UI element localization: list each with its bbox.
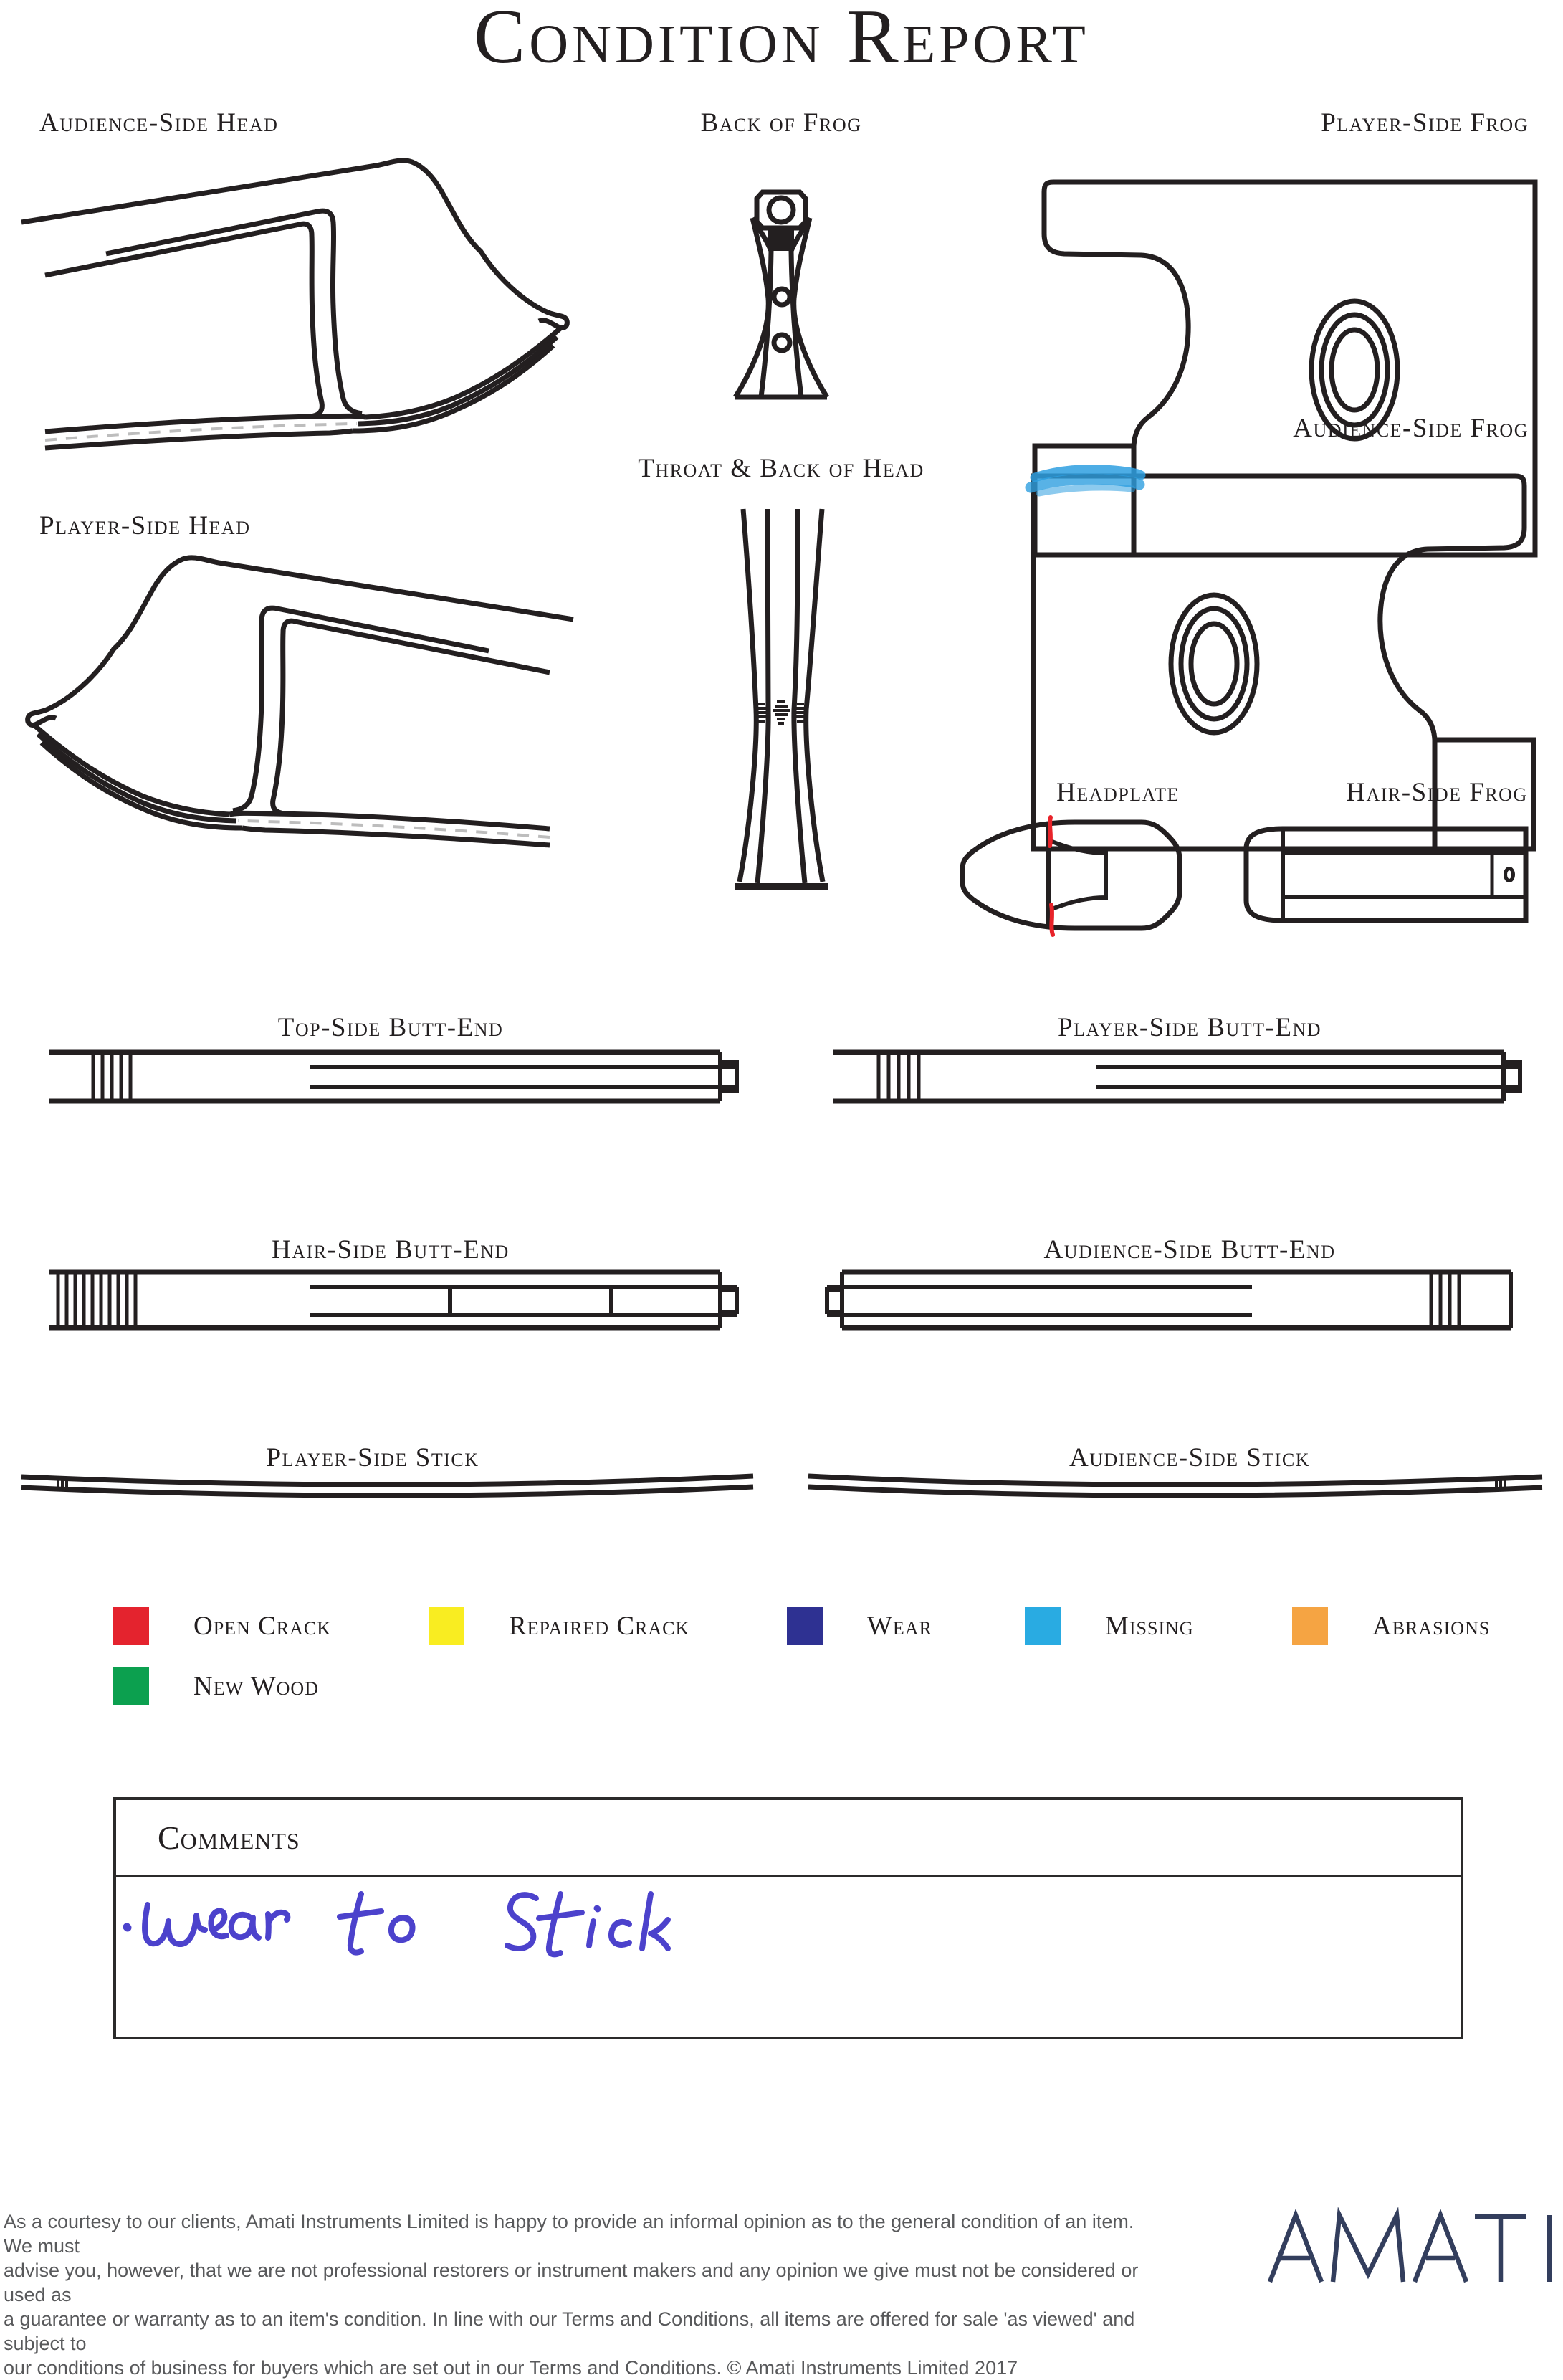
player-side-head-diagram (21, 553, 588, 851)
player-side-butt-end-label: Player-Side Butt-End (1057, 1013, 1321, 1042)
player-side-butt-end-diagram (830, 1048, 1524, 1107)
hair-side-frog-diagram (1240, 824, 1530, 925)
player-side-frog-label: Player-Side Frog (1321, 108, 1529, 138)
legend-label: New Wood (193, 1672, 319, 1701)
missing-mark-annotation (1025, 456, 1175, 508)
audience-side-head-label: Audience-Side Head (39, 108, 279, 138)
throat-back-of-head-diagram (706, 502, 856, 892)
top-side-butt-end-label: Top-Side Butt-End (277, 1013, 504, 1042)
headplate-diagram (957, 817, 1193, 936)
disclaimer-line: advise you, however, that we are not professional restorers or instrument makers and any opinion we give must not be considered or used as (4, 2260, 1139, 2305)
hair-side-butt-end-label: Hair-Side Butt-End (272, 1235, 510, 1265)
player-side-stick-diagram (18, 1468, 757, 1505)
legend-item-new-wood (113, 1667, 319, 1705)
legend-label: Open Crack (193, 1612, 332, 1641)
disclaimer-line: our conditions of business for buyers which are set out in our Terms and Conditions. © Amati Instruments Limited 2017 (4, 2357, 1018, 2379)
audience-side-frog-label: Audience-Side Frog (1293, 414, 1529, 443)
legend-label: Wear (867, 1612, 932, 1641)
handwritten-note (123, 1872, 689, 1980)
back-of-frog-diagram (731, 192, 831, 400)
throat-back-of-head-label: Throat & Back of Head (638, 454, 924, 483)
disclaimer-line: As a courtesy to our clients, Amati Instruments Limited is happy to provide an informal opinion as to the general condition of an item. We must (4, 2211, 1134, 2257)
comments-heading: Comments (116, 1800, 1461, 1877)
new-wood-swatch (113, 1667, 149, 1705)
disclaimer-text (4, 2209, 1150, 2380)
player-side-stick-label: Player-Side Stick (266, 1443, 479, 1472)
legend-item-repaired-crack (429, 1607, 689, 1645)
legend-item-missing (1025, 1607, 1194, 1645)
disclaimer-line: a guarantee or warranty as to an item's condition. In line with our Terms and Conditions, all items are offered for sale 'as viewed' and subject to (4, 2308, 1135, 2354)
legend-item-wear (787, 1607, 932, 1645)
mortise-hatch-marks (755, 700, 808, 725)
legend-item-abrasions (1292, 1607, 1490, 1645)
hair-side-frog-label: Hair-Side Frog (1346, 778, 1528, 807)
audience-side-butt-end-label: Audience-Side Butt-End (1043, 1235, 1336, 1265)
open-crack-swatch (113, 1607, 149, 1645)
player-side-head-label: Player-Side Head (39, 511, 251, 541)
abrasions-swatch (1292, 1607, 1328, 1645)
top-side-butt-end-diagram (47, 1048, 740, 1107)
legend-label: Repaired Crack (509, 1612, 690, 1641)
audience-side-stick-diagram (804, 1468, 1546, 1505)
wear-swatch (787, 1607, 823, 1645)
legend-label: Abrasions (1372, 1612, 1491, 1641)
audience-side-head-diagram (21, 156, 573, 454)
headplate-label: Headplate (1056, 778, 1180, 807)
back-of-frog-label: Back of Frog (700, 108, 862, 138)
legend-item-open-crack (113, 1607, 331, 1645)
audience-side-frog-diagram (1031, 473, 1536, 853)
audience-side-butt-end-diagram (826, 1267, 1519, 1333)
hair-side-butt-end-diagram (47, 1267, 740, 1333)
repaired-crack-swatch (429, 1607, 464, 1645)
amati-logo (1267, 2212, 1557, 2284)
audience-side-stick-label: Audience-Side Stick (1069, 1443, 1310, 1472)
missing-swatch (1025, 1607, 1061, 1645)
page-title: Condition Report (474, 0, 1089, 80)
legend-label: Missing (1105, 1612, 1194, 1641)
